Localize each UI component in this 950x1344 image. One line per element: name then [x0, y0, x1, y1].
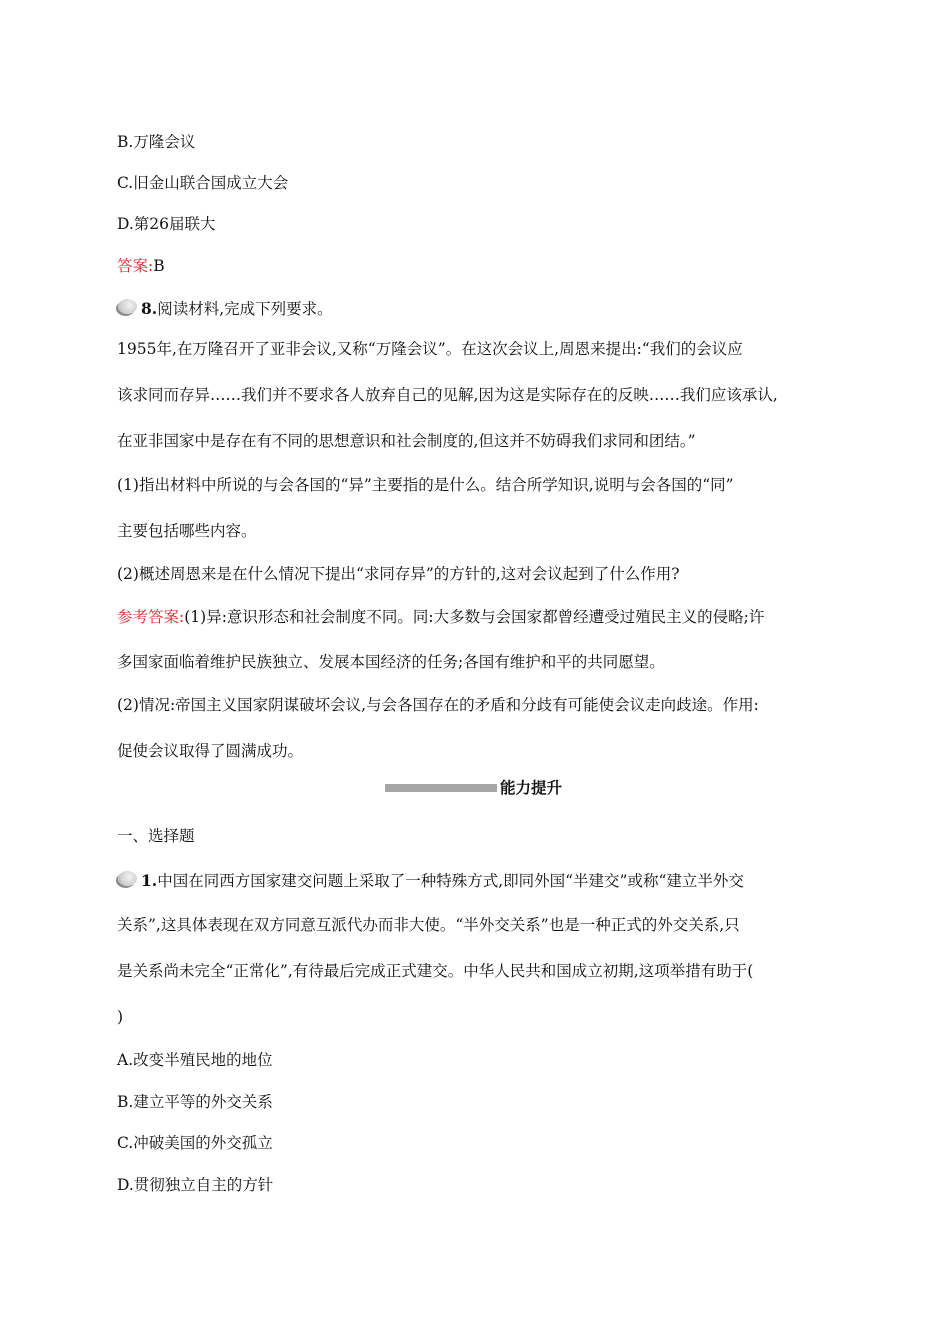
- material-line: 该求同而存异……我们并不要求各人放弃自己的见解,因为这是实际存在的反映……我们应该承认,: [117, 386, 778, 404]
- option-b: B.万隆会议: [117, 133, 196, 151]
- reference-answer-line: [117, 606, 837, 628]
- sub-question-2: (2)概述周恩来是在什么情况下提出“求同存异”的方针的,这对会议起到了什么作用?: [117, 565, 680, 583]
- answer-label: 答案:: [117, 257, 154, 275]
- question-8-header: [117, 298, 837, 320]
- sub-question-1: (1)指出材料中所说的与会各国的“异”主要指的是什么。结合所学知识,说明与会各国的“同”: [117, 476, 734, 494]
- sub-question-1-cont: 主要包括哪些内容。: [117, 522, 257, 540]
- option-c: C.冲破美国的外交孤立: [117, 1134, 273, 1152]
- reference-answer-text: 多国家面临着维护民族独立、发展本国经济的任务;各国有维护和平的共同愿望。: [117, 653, 665, 671]
- option-c: C.旧金山联合国成立大会: [117, 174, 289, 192]
- section-subtitle: 一、选择题: [117, 827, 195, 845]
- option-d: D.贯彻独立自主的方针: [117, 1176, 274, 1194]
- section-title: 能力提升: [500, 779, 563, 797]
- answer-line: [117, 255, 837, 277]
- material-line: 1955年,在万隆召开了亚非会议,又称“万隆会议”。在这次会议上,周恩来提出:“我们的会议应: [117, 340, 743, 358]
- question-stem: 中国在同西方国家建交问题上采取了一种特殊方式,即同外国“半建交”或称“建立半外交: [157, 872, 744, 890]
- reference-answer-text: (1)异:意识形态和社会制度不同。同:大多数与会国家都曾经遭受过殖民主义的侵略;许: [184, 608, 765, 626]
- question-number: 1.: [141, 871, 158, 890]
- material-line: 在亚非国家中是存在有不同的思想意识和社会制度的,但这并不妨碍我们求同和团结。”: [117, 432, 696, 450]
- reference-answer-text: (2)情况:帝国主义国家阴谋破坏会议,与会各国存在的矛盾和分歧有可能使会议走向歧途。作用:: [117, 696, 759, 714]
- bubble-icon: [117, 871, 139, 889]
- reference-answer-text: 促使会议取得了圆满成功。: [117, 742, 304, 760]
- option-b: B.建立平等的外交关系: [117, 1093, 273, 1111]
- option-a: A.改变半殖民地的地位: [117, 1051, 273, 1069]
- question-prompt: 阅读材料,完成下列要求。: [157, 300, 333, 318]
- question-1-header: [117, 870, 837, 892]
- section-divider-bar: [385, 784, 497, 792]
- answer-value: B: [153, 257, 165, 275]
- question-stem: ): [117, 1008, 124, 1026]
- question-number: 8.: [141, 299, 158, 318]
- question-stem: 关系”,这具体表现在双方同意互派代办而非大使。“半外交关系”也是一种正式的外交关系,只: [117, 916, 740, 934]
- option-d: D.第26届联大: [117, 215, 216, 233]
- reference-answer-label: 参考答案:: [117, 608, 185, 626]
- bubble-icon: [117, 299, 139, 317]
- question-stem: 是关系尚未完全“正常化”,有待最后完成正式建交。中华人民共和国成立初期,这项举措有助于(: [117, 962, 754, 980]
